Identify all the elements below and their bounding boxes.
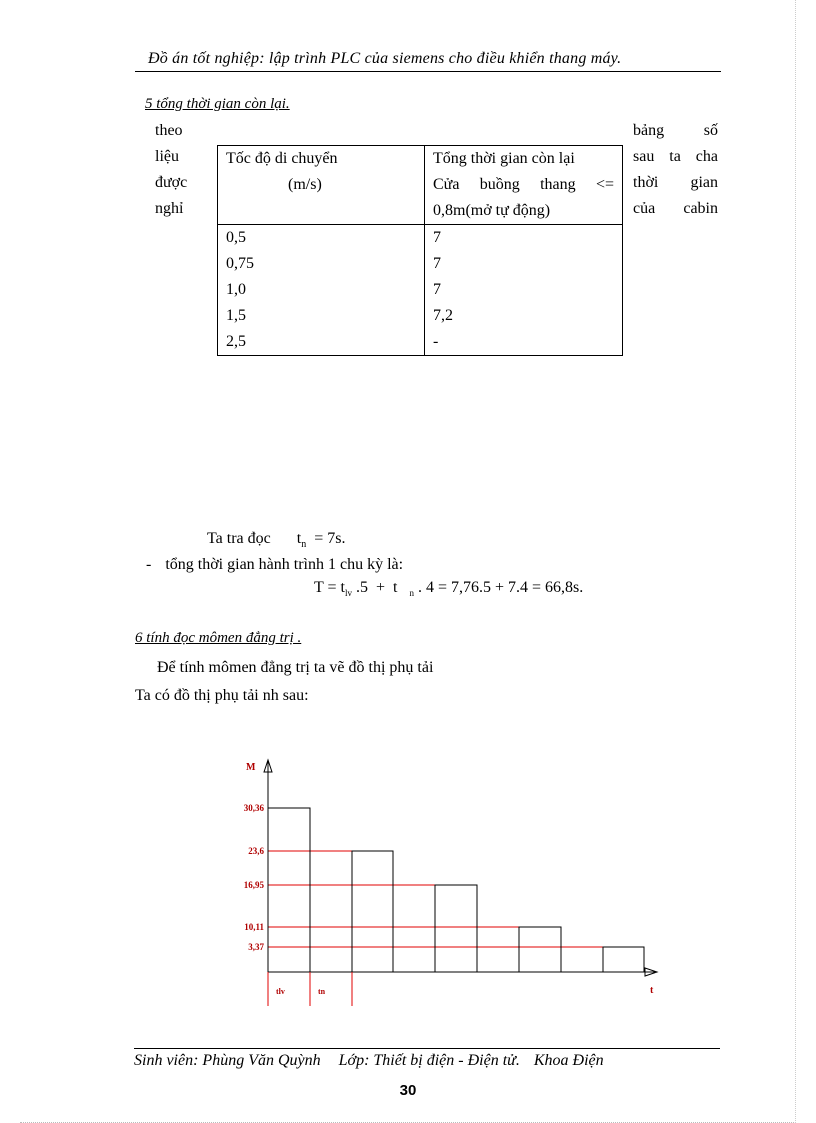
left-word: theo xyxy=(155,122,183,139)
table-cell: 7,2 xyxy=(433,307,453,324)
y-tick-label: 23,6 xyxy=(248,846,264,856)
table-cell: 7 xyxy=(433,255,441,272)
page-header-title: Đồ án tốt nghiệp: lập trình PLC của siemens cho điều khiển thang máy. xyxy=(148,50,622,67)
footer-faculty: Khoa Điện xyxy=(533,1052,604,1069)
page-footer xyxy=(134,1052,720,1070)
section-6-heading: 6 tính đọc mômen đẳng trị . xyxy=(135,630,302,646)
y-tick-label: 16,95 xyxy=(243,880,264,890)
calc-line-3: $T = t_{lv}$ .5 + t $_n$ . 4 = 7,76.5 + 7.4 = 66,8s. xyxy=(314,579,584,599)
load-step-bar xyxy=(519,927,561,972)
x-label-tlv: tlv xyxy=(276,987,285,996)
left-word: nghỉ xyxy=(155,200,184,217)
y-tick-label: 3,37 xyxy=(248,942,264,952)
y-tick-label: 10,11 xyxy=(244,922,264,932)
y-tick-label: 30,36 xyxy=(243,803,264,813)
page-edge-right xyxy=(795,0,796,1123)
table-cell: 7 xyxy=(433,229,441,246)
table-cell: - xyxy=(433,333,439,350)
footer-student: Sinh viên: Phùng Văn Quỳnh xyxy=(134,1052,321,1069)
left-word: liệu xyxy=(155,148,179,165)
table-cell: 2,5 xyxy=(226,333,246,350)
section-6-paragraph-2: Ta có đồ thị phụ tải nh sau: xyxy=(135,687,309,704)
right-word: bảng số xyxy=(633,122,718,139)
section-5-heading: 5 tổng thời gian còn lại. xyxy=(145,96,290,112)
table-header-time: Tổng thời gian còn lại Cửa buồng thang <= 0,8m(mở tự động) xyxy=(425,146,623,225)
table-cell: 7 xyxy=(433,281,441,298)
calc-line-1: Ta tra đọc $t_n = 7s$. xyxy=(207,530,346,551)
section-6-paragraph-1: Để tính mômen đẳng trị ta vẽ đồ thị phụ tải xyxy=(157,659,434,676)
footer-rule xyxy=(134,1048,720,1049)
y-axis-label: M xyxy=(246,762,256,773)
table-header-speed: Tốc độ di chuyển (m/s) xyxy=(218,146,425,225)
x-axis-label: t xyxy=(650,985,654,996)
left-word: được xyxy=(155,174,188,191)
footer-class: Lớp: Thiết bị điện - Điện tử. xyxy=(338,1052,520,1069)
load-step-bar xyxy=(352,851,393,972)
right-word: thời gian xyxy=(633,174,718,191)
x-label-tn: tn xyxy=(318,987,326,996)
load-step-bar xyxy=(435,885,477,972)
load-step-bar xyxy=(603,947,644,972)
page-number: 30 xyxy=(399,1082,417,1099)
right-word: của cabin xyxy=(633,200,718,217)
table-cell: 0,5 xyxy=(226,229,246,246)
right-word: sau ta cha xyxy=(633,148,718,165)
calc-line-2: - tổng thời gian hành trình 1 chu kỳ là: xyxy=(146,556,404,573)
table-cell: 1,5 xyxy=(226,307,246,324)
table-cell: 1,0 xyxy=(226,281,246,298)
table-cell: 0,75 xyxy=(226,255,254,272)
